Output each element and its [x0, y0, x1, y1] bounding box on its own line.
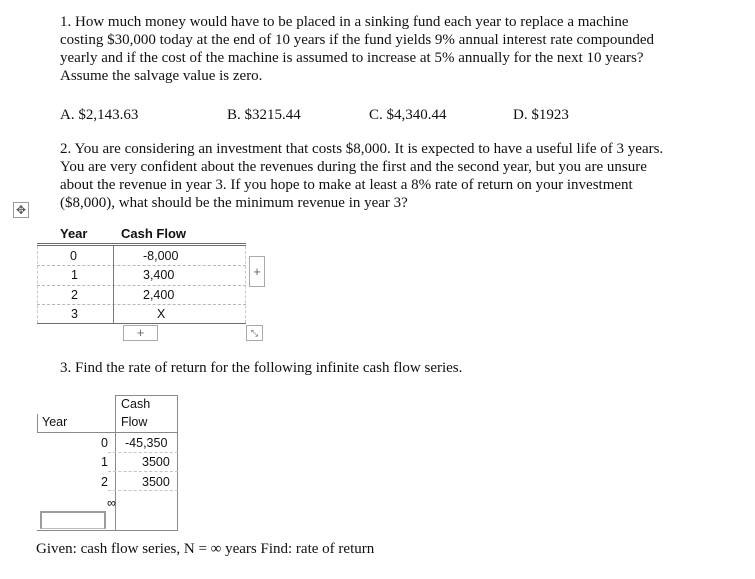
question-2-text [60, 140, 710, 212]
table-row: 0 [70, 249, 77, 263]
question-3-text: 3. Find the rate of return for the following infinite cash flow series. [60, 360, 463, 376]
table-row: 3500 [142, 475, 170, 489]
table-row: -8,000 [143, 249, 179, 263]
table-row: X [157, 307, 166, 321]
given-text: Given: cash flow series, N = ∞ years Find: rate of return [36, 541, 375, 557]
question-2-line: You are very confident about the revenues during the first and the second year, but you are unsure [60, 159, 647, 175]
table-header-cash-flow: Cash Flow [121, 226, 187, 241]
table-header-year: Year [60, 226, 88, 241]
table-row: 1 [71, 268, 78, 282]
table-row: 2,400 [143, 288, 175, 302]
question-1-text [60, 13, 710, 85]
option-a: A. $2,143.63 [60, 107, 139, 123]
table-header-flow: Flow [121, 415, 148, 429]
question-1-line: costing $30,000 today at the end of 10 years if the fund yields 9% annual interest rate compounded [60, 32, 655, 48]
question-1-line: 1. How much money would have to be placed in a sinking fund each year to replace a machine [60, 14, 629, 30]
question-2-line: ($8,000), what should be the minimum revenue in year 3? [60, 195, 408, 211]
infinity-row: ∞ [107, 496, 116, 510]
question-2-line: 2. You are considering an investment that costs $8,000. It is expected to have a useful life of 3 years. [60, 141, 664, 157]
option-b: B. $3215.44 [227, 107, 301, 123]
add-row-button[interactable]: + [123, 325, 158, 341]
table-row: 3 [71, 307, 78, 321]
question-2-line: about the revenue in year 3. If you hope to make at least a 8% rate of return on your investment [60, 177, 633, 193]
table-row: 3,400 [143, 268, 175, 282]
table-row: -45,350 [125, 436, 168, 450]
table-row: 3500 [142, 455, 170, 469]
table-row: 2 [71, 288, 78, 302]
question-1-line: Assume the salvage value is zero. [60, 68, 263, 84]
option-d: D. $1923 [513, 107, 569, 123]
table-move-handle-icon[interactable]: ✥ [13, 202, 29, 218]
table-row: 0 [101, 436, 108, 450]
selected-empty-cell[interactable] [40, 511, 106, 529]
table-resize-icon[interactable]: ⤡ [246, 325, 263, 341]
add-column-button[interactable]: + [249, 256, 265, 287]
table-row: 2 [101, 475, 108, 489]
table-header-cash: Cash [121, 397, 151, 411]
question-1-line: yearly and if the cost of the machine is assumed to increase at 5% annually for the next 10 years? [60, 50, 644, 66]
option-c: C. $4,340.44 [369, 107, 447, 123]
table-row: 1 [101, 455, 108, 469]
table-header-year: Year [42, 415, 68, 429]
